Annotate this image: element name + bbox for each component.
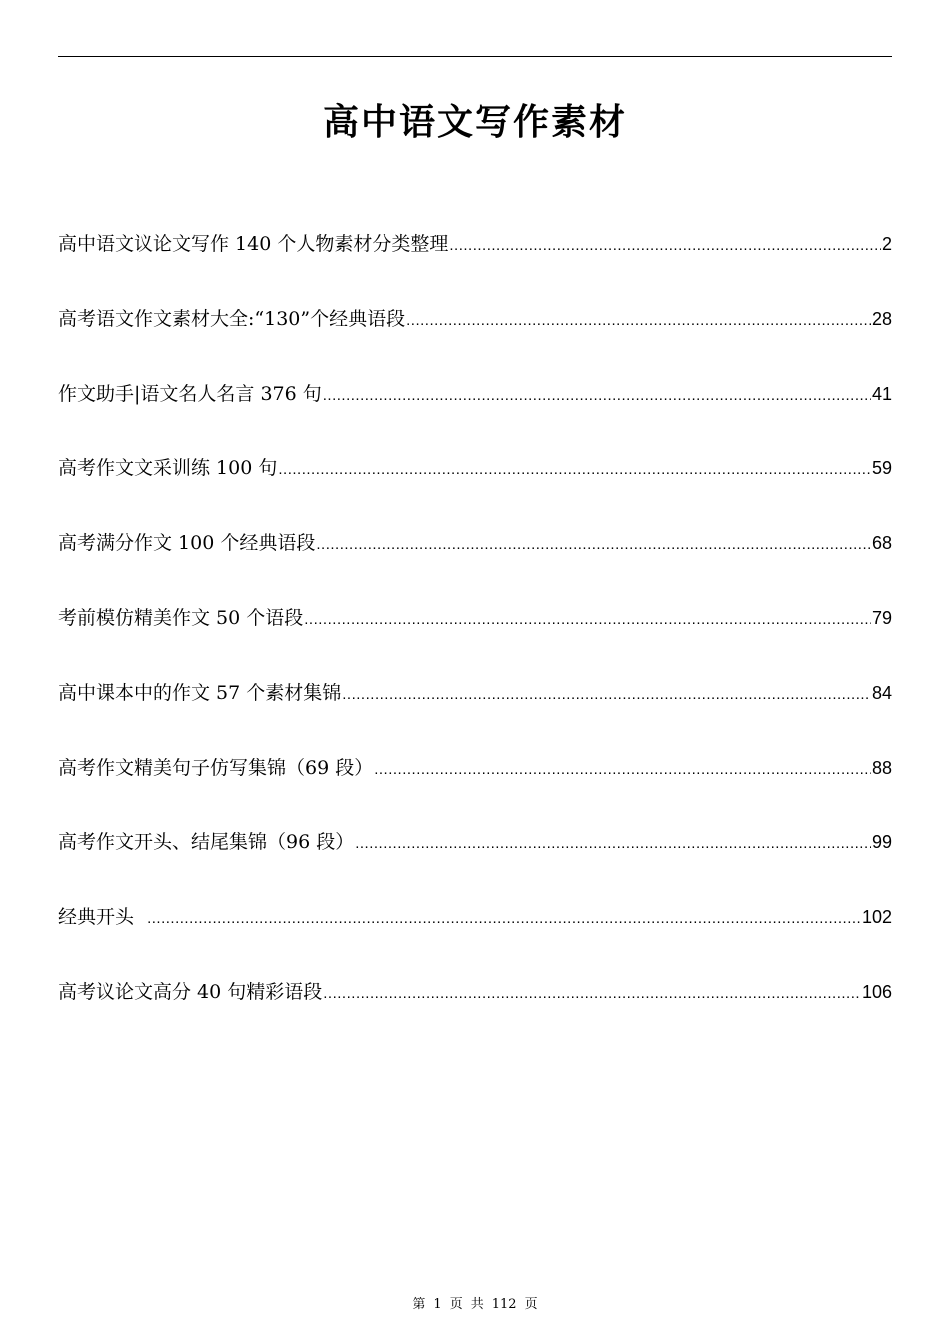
footer-current-page: 1 [433,1297,442,1312]
toc-dot-leader [323,972,861,1016]
toc-entry-text: 高考满分作文 100 个经典语段 [58,532,316,555]
toc-entry-page: 2 [881,234,892,254]
header-rule [58,56,892,57]
toc-entry[interactable] [58,297,892,372]
toc-entry-page: 79 [871,607,892,628]
document-title: 高中语文写作素材 [322,101,627,144]
toc-entry-text: 经典开头 [58,906,147,929]
toc-entry-text: 高考作文开头、结尾集锦（96 段） [58,831,355,854]
toc-entry-text: 高中语文议论文写作 140 个人物素材分类整理 [58,233,449,255]
toc-dot-leader [147,897,861,941]
toc-entry-text: 作文助手|语文名人名言 376 句 [58,382,322,405]
toc-dot-leader [406,299,871,343]
toc-entry-page: 68 [871,533,892,554]
toc-dot-leader [342,673,871,717]
toc-entry-page: 99 [871,832,892,853]
toc-entry-text: 高考议论文高分 40 句精彩语段 [58,980,323,1003]
toc-entry-text: 高考作文文采训练 100 句 [58,457,278,480]
toc-entry-text: 高考作文精美句子仿写集锦（69 段） [58,756,374,779]
toc-entry-page: 41 [871,383,892,404]
toc-entry-page: 84 [871,682,892,703]
toc-entry[interactable] [58,746,892,821]
toc-entry[interactable] [58,671,892,746]
toc-entry[interactable] [58,596,892,671]
toc-entry[interactable] [58,820,892,895]
footer-label-suffix: 页 [524,1297,538,1312]
toc-dot-leader [449,224,881,268]
toc-dot-leader [304,598,871,642]
table-of-contents [58,222,892,1045]
footer-label-page: 页 [449,1297,463,1312]
toc-dot-leader [374,748,871,792]
toc-entry[interactable] [58,372,892,447]
toc-entry-page: 102 [861,907,892,928]
toc-entry-text: 考前模仿精美作文 50 个语段 [58,606,304,629]
toc-dot-leader [278,448,871,492]
toc-entry-page: 59 [871,458,892,479]
toc-entry-text: 高中课本中的作文 57 个素材集锦 [58,681,342,704]
toc-dot-leader [355,822,871,866]
toc-entry[interactable] [58,895,892,970]
toc-entry-text: 高考语文作文素材大全:“130”个经典语段 [58,307,406,330]
footer-label-total: 共 [470,1297,484,1312]
toc-entry-page: 88 [871,757,892,778]
page-footer [0,1293,950,1312]
toc-entry-page: 28 [871,308,892,329]
toc-dot-leader [323,374,871,418]
toc-dot-leader [316,523,871,567]
toc-entry-page: 106 [861,981,892,1002]
toc-entry[interactable] [58,521,892,596]
toc-entry[interactable] [58,446,892,521]
footer-total-pages: 112 [491,1297,517,1312]
toc-entry[interactable] [58,970,892,1045]
toc-entry[interactable] [58,222,892,297]
footer-label-prefix: 第 [412,1297,426,1312]
